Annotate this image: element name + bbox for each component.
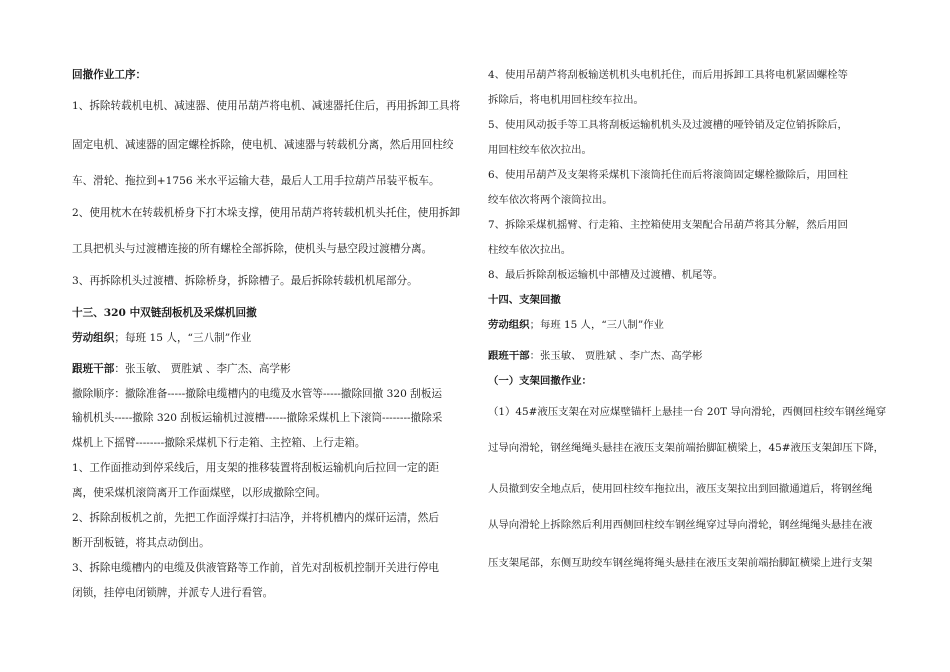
- cadre-label: 跟班干部: [72, 363, 115, 375]
- paragraph-line: 断开刮板链，将其点动倒出。: [72, 537, 210, 549]
- shift-cadre: [72, 362, 291, 376]
- paragraph-line: 柱绞车依次拉出。: [488, 244, 572, 256]
- paragraph-line: 压支架尾部，东侧互助绞车钢丝绳将绳头悬挂在液压支架前端抬脚缸横梁上进行支架: [488, 557, 873, 569]
- labor-text: ；每班 15 人，“三八制”作业: [114, 332, 252, 344]
- labor-organization: [488, 318, 664, 332]
- cadre-text: ：张玉敏、 贾胜斌 、李广杰、高学彬: [529, 350, 703, 362]
- paragraph-line: 车、滑轮、拖拉到+1756 米水平运输大巷，最后人工用手拉葫芦吊装平板车。: [72, 175, 440, 187]
- paragraph-line: 4、使用吊葫芦将刮板输送机机头电机托住，而后用拆卸工具将电机紧固螺栓等: [488, 69, 848, 81]
- paragraph-line: 工具把机头与过渡槽连接的所有螺栓全部拆除，使机头与悬空段过渡槽分离。: [72, 243, 433, 255]
- subsection-heading: （一）支架回撤作业：: [488, 375, 592, 387]
- paragraph-line: 用回柱绞车依次拉出。: [488, 144, 592, 156]
- cadre-text: ：张玉敏、 贾胜斌 、李广杰、高学彬: [114, 363, 291, 375]
- labor-label: 劳动组织: [72, 332, 115, 344]
- paragraph-line: 2、拆除刮板机之前，先把工作面浮煤打扫洁净，并将机槽内的煤矸运清，然后: [72, 512, 439, 524]
- paragraph-line: 2、使用枕木在转载机桥身下打木垛支撑，使用吊葫芦将转载机机头托住，使用拆卸: [72, 207, 461, 219]
- section-heading-13: 十三、320 中双链刮板机及采煤机回撤: [72, 307, 257, 319]
- paragraph-line: 1、拆除转载机电机、减速器、使用吊葫芦将电机、减速器托住后，再用拆卸工具将: [72, 100, 461, 112]
- paragraph-line: 拆除后，将电机用回柱绞车拉出。: [488, 94, 644, 106]
- paragraph-line: 绞车依次将两个滚筒拉出。: [488, 194, 613, 206]
- paragraph-line: 3、拆除电缆槽内的电缆及供液管路等工作前，首先对刮板机控制开关进行停电: [72, 562, 439, 574]
- labor-label: 劳动组织: [488, 319, 530, 331]
- shift-cadre: [488, 349, 702, 363]
- labor-text: ；每班 15 人，“三八制”作业: [529, 319, 664, 331]
- paragraph-line: 闭锁，挂停电闭锁牌，并派专人进行看管。: [72, 587, 274, 599]
- paragraph-line: 撤除顺序：撤除准备-----撤除电缆槽内的电缆及水管等-----撤除回撤 320 刮板运: [72, 388, 442, 400]
- paragraph-line: 煤机上下摇臂--------撤除采煤机下行走箱、主控箱、上行走箱。: [72, 437, 366, 449]
- paragraph-line: 1、工作面推动到停采线后，用支架的推移装置将刮板运输机向后拉回一定的距: [72, 462, 439, 474]
- paragraph-line: 输机机头-----撤除 320 刮板运输机过渡槽------撤除采煤机上下滚筒--------撤除采: [72, 412, 443, 424]
- paragraph-line: 人员撤到安全地点后，使用回柱绞车拖拉出，液压支架拉出到回撤通道后，将钢丝绳: [488, 483, 873, 495]
- paragraph-line: 固定电机、减速器的固定螺栓拆除，使电机、减速器与转载机分离，然后用回柱绞: [72, 139, 454, 151]
- procedure-title: 回撤作业工序：: [72, 69, 147, 81]
- paragraph-line: 5、使用风动扳手等工具将刮板运输机机头及过渡槽的哑铃销及定位销拆除后，: [488, 119, 848, 131]
- paragraph-line: 7、拆除采煤机摇臂、行走箱、主控箱使用支架配合吊葫芦将其分解，然后用回: [488, 219, 848, 231]
- paragraph-line: 离，使采煤机滚筒离开工作面煤壁，以形成撤除空间。: [72, 487, 327, 499]
- paragraph-line: （1）45#液压支架在对应煤壁锚杆上悬挂一台 20T 导向滑轮，西侧回柱绞车钢丝绳穿: [488, 406, 887, 418]
- labor-organization: [72, 331, 251, 345]
- paragraph-line: 3、再拆除机头过渡槽、拆除桥身，拆除槽子。最后拆除转载机机尾部分。: [72, 275, 418, 287]
- paragraph-line: 8、最后拆除刮板运输机中部槽及过渡槽、机尾等。: [488, 269, 724, 281]
- section-heading-14: 十四、支架回撤: [488, 294, 561, 306]
- paragraph-line: 过导向滑轮，钢丝绳绳头悬挂在液压支架前端抬脚缸横梁上，45#液压支架卸压下降，: [488, 442, 884, 454]
- paragraph-line: 6、使用吊葫芦及支架将采煤机下滚筒托住而后将滚筒固定螺栓撤除后，用回柱: [488, 169, 848, 181]
- cadre-label: 跟班干部: [488, 350, 530, 362]
- paragraph-line: 从导向滑轮上拆除然后利用西侧回柱绞车钢丝绳穿过导向滑轮，钢丝绳绳头悬挂在液: [488, 519, 873, 531]
